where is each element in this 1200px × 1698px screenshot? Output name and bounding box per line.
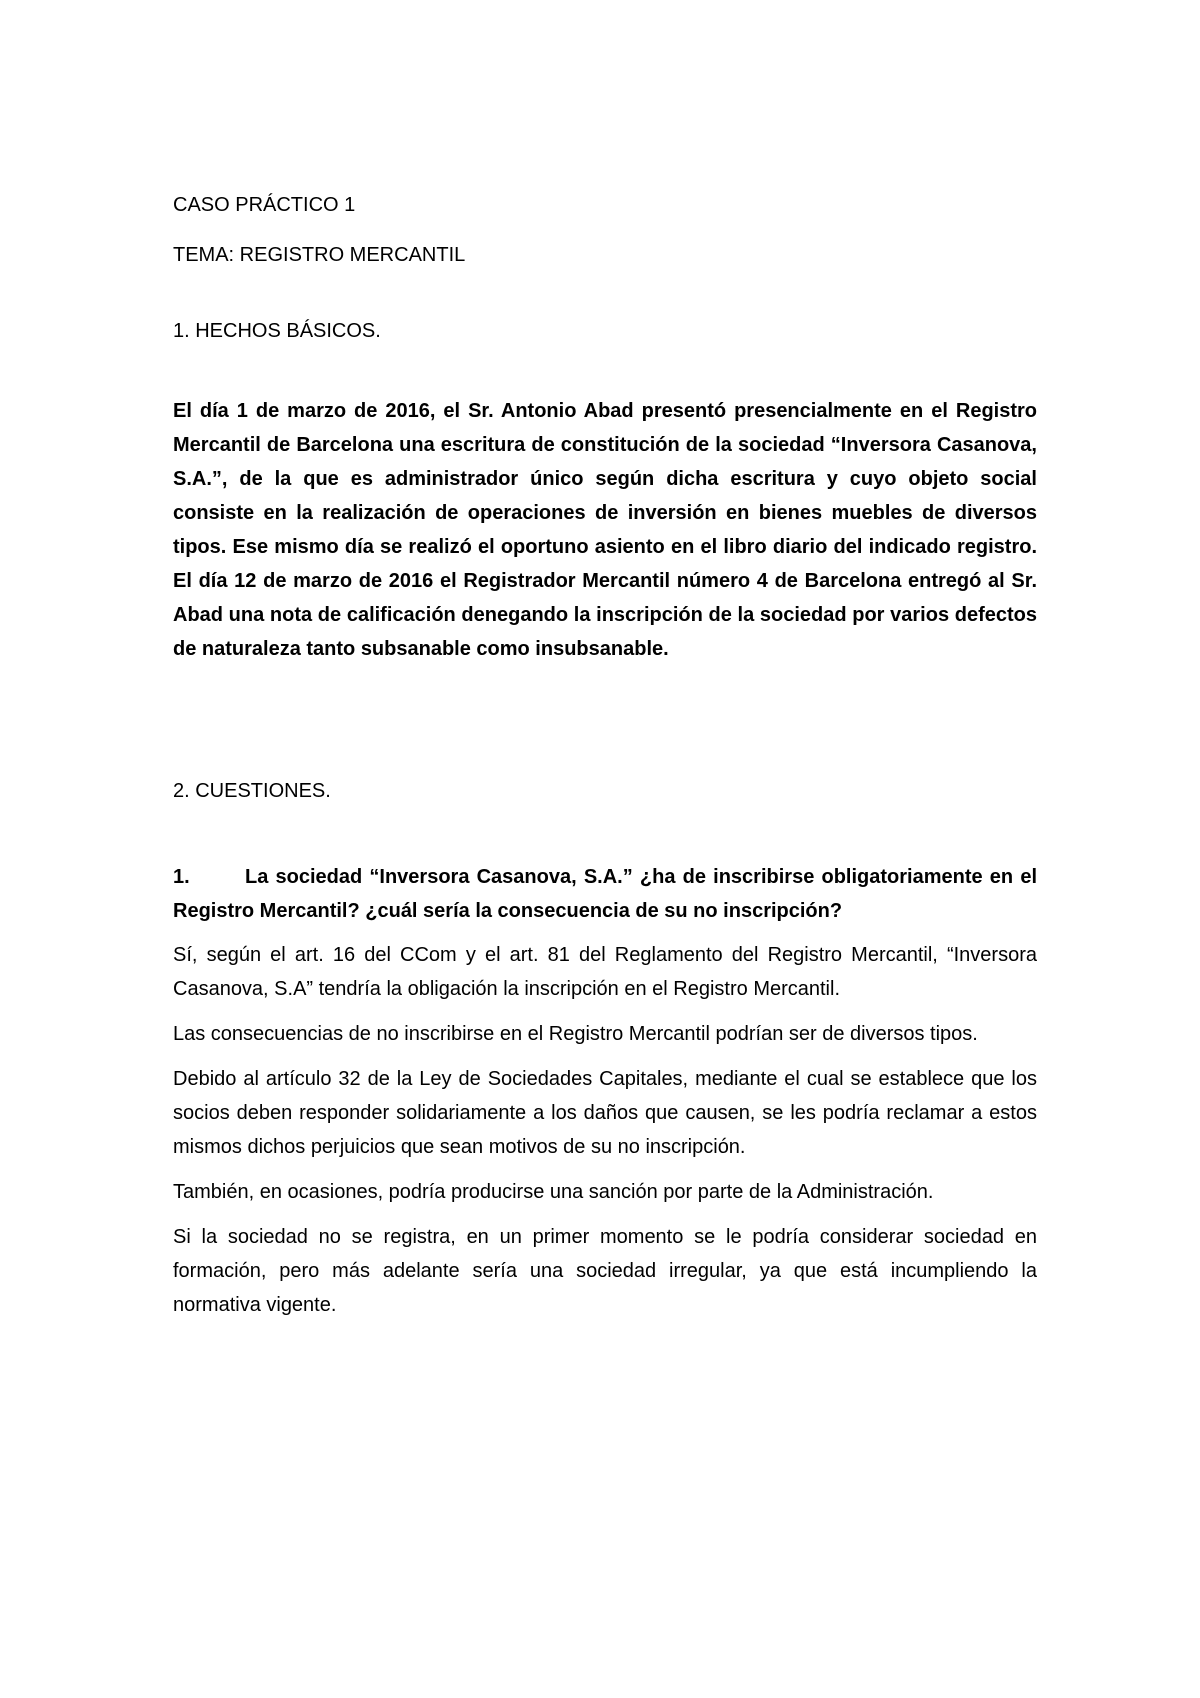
document-subtitle: TEMA: REGISTRO MERCANTIL: [173, 244, 466, 266]
question-number: 1.: [173, 866, 190, 888]
document-title: CASO PRÁCTICO 1: [173, 194, 356, 216]
answer-paragraph-1: Sí, según el art. 16 del CCom y el art. 81 del Reglamento del Registro Mercantil, “Inversora Casanova, S.A” tendría la obligación la inscripción en el Registro Mercantil.: [173, 944, 1037, 1000]
question-1: [173, 860, 1037, 928]
answer-paragraph-3: Debido al artículo 32 de la Ley de Sociedades Capitales, mediante el cual se establece que los socios deben responder solidariamente a los daños que causen, se les podría reclamar a estos mismos dichos perjuicios que sean motivos de su no inscripción.: [173, 1068, 1037, 1158]
answer-paragraph-4: También, en ocasiones, podría producirse una sanción por parte de la Administración.: [173, 1181, 934, 1203]
question-text: La sociedad “Inversora Casanova, S.A.” ¿ha de inscribirse obligatoriamente en el Registro Mercantil? ¿cuál sería la consecuencia de su no inscripción?: [173, 866, 1037, 922]
facts-paragraph: El día 1 de marzo de 2016, el Sr. Antonio Abad presentó presencialmente en el Registro Mercantil de Barcelona una escritura de constitución de la sociedad “Inversora Casanova, S.A.”, de la que es administrador único según dicha escritura y cuyo objeto social consiste en la realización de operaciones de inversión en bienes muebles de diversos tipos. Ese mismo día se realizó el oportuno asiento en el libro diario del indicado registro. El día 12 de marzo de 2016 el Registrador Mercantil número 4 de Barcelona entregó al Sr. Abad una nota de calificación denegando la inscripción de la sociedad por varios defectos de naturaleza tanto subsanable como insubsanable.: [173, 400, 1037, 660]
document-body: [173, 188, 1037, 1333]
answer-paragraph-2: Las consecuencias de no inscribirse en el Registro Mercantil podrían ser de diversos tipos.: [173, 1023, 978, 1045]
answer-paragraph-5: Si la sociedad no se registra, en un primer momento se le podría considerar sociedad en formación, pero más adelante sería una sociedad irregular, ya que está incumpliendo la normativa vigente.: [173, 1226, 1037, 1316]
section-heading-cuestiones: 2. CUESTIONES.: [173, 780, 331, 802]
section-heading-hechos: 1. HECHOS BÁSICOS.: [173, 320, 381, 342]
